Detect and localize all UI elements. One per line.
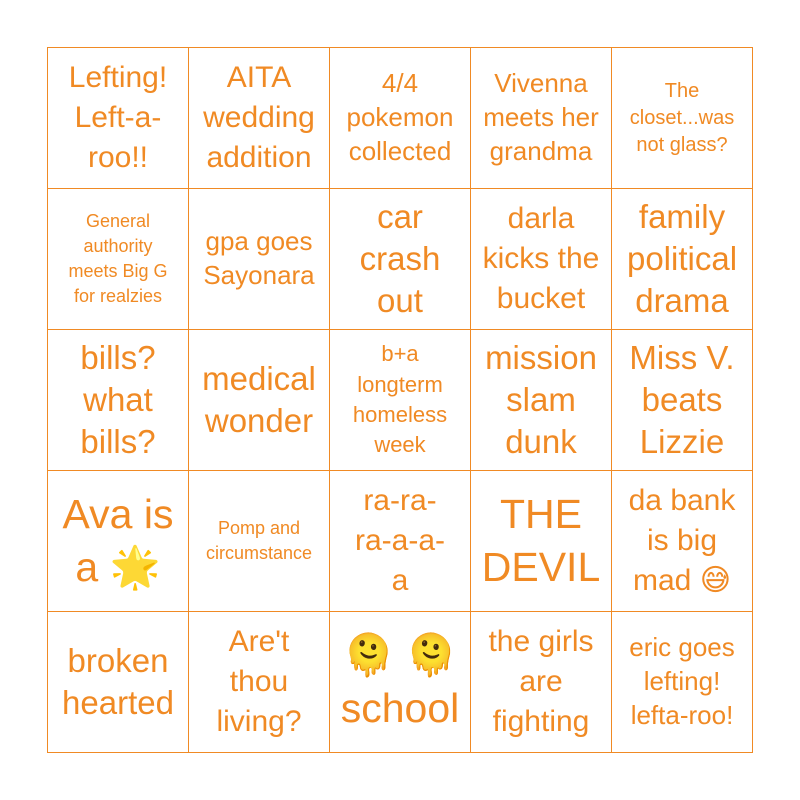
bingo-cell[interactable]: [48, 330, 189, 471]
bingo-cell-text: darla kicks the bucket: [482, 202, 600, 315]
bingo-cell-text: THE DEVIL: [481, 490, 601, 590]
bingo-cell[interactable]: [612, 471, 753, 612]
bingo-cell-text: gpa goes Sayonara: [203, 226, 315, 290]
bingo-cell-text: broken hearted: [62, 641, 174, 721]
bingo-cell[interactable]: [330, 330, 471, 471]
bingo-cell-text: medical wonder: [202, 359, 316, 439]
bingo-cell[interactable]: [330, 189, 471, 330]
bingo-cell-text: The closet...was not glass?: [629, 79, 735, 156]
bingo-cell[interactable]: [48, 471, 189, 612]
bingo-cell-text: eric goes lefting! lefta-roo!: [629, 632, 735, 730]
bingo-cell[interactable]: [330, 612, 471, 753]
bingo-cell[interactable]: [189, 189, 330, 330]
bingo-cell[interactable]: [189, 612, 330, 753]
bingo-cell-text: b+a longterm homeless week: [352, 341, 448, 458]
bingo-cell-text: the girls are fighting: [488, 625, 594, 738]
bingo-cell-text: AITA wedding addition: [203, 61, 315, 174]
bingo-cell[interactable]: [471, 330, 612, 471]
bingo-cell-text: da bank is big mad 😅: [628, 484, 736, 597]
bingo-cell[interactable]: [471, 189, 612, 330]
bingo-cell-text: Are't thou living?: [216, 625, 302, 738]
bingo-cell[interactable]: [48, 48, 189, 189]
bingo-cell-text: car crash out: [359, 197, 441, 320]
bingo-cell-text: family political drama: [626, 197, 738, 320]
bingo-cell-text: Vivenna meets her grandma: [483, 68, 599, 166]
bingo-cell[interactable]: [48, 189, 189, 330]
bingo-cell-text: bills? what bills?: [80, 338, 156, 461]
bingo-cell[interactable]: [612, 330, 753, 471]
bingo-cell-text: ra-ra- ra-a-a- a: [354, 484, 445, 597]
bingo-cell[interactable]: [189, 48, 330, 189]
bingo-cell[interactable]: [612, 48, 753, 189]
bingo-cell[interactable]: [612, 612, 753, 753]
bingo-cell[interactable]: [471, 48, 612, 189]
bingo-cell[interactable]: [330, 48, 471, 189]
bingo-cell-text: 🫠 🫠 school: [340, 631, 460, 731]
bingo-cell[interactable]: [48, 612, 189, 753]
bingo-cell[interactable]: [471, 471, 612, 612]
bingo-cell[interactable]: [330, 471, 471, 612]
bingo-board: [47, 47, 753, 753]
bingo-cell[interactable]: [189, 330, 330, 471]
bingo-cell[interactable]: [471, 612, 612, 753]
bingo-cell[interactable]: [612, 189, 753, 330]
bingo-cell-text: mission slam dunk: [485, 338, 597, 461]
bingo-cell-text: Miss V. beats Lizzie: [629, 338, 735, 461]
bingo-cell-text: 4/4 pokemon collected: [346, 68, 454, 166]
bingo-cell-text: General authority meets Big G for realzies: [68, 210, 168, 307]
bingo-cell[interactable]: [189, 471, 330, 612]
bingo-cell-text: Lefting! Left-a- roo!!: [68, 61, 168, 174]
bingo-cell-text: Ava is a 🌟: [62, 490, 174, 590]
bingo-cell-text: Pomp and circumstance: [205, 517, 313, 563]
